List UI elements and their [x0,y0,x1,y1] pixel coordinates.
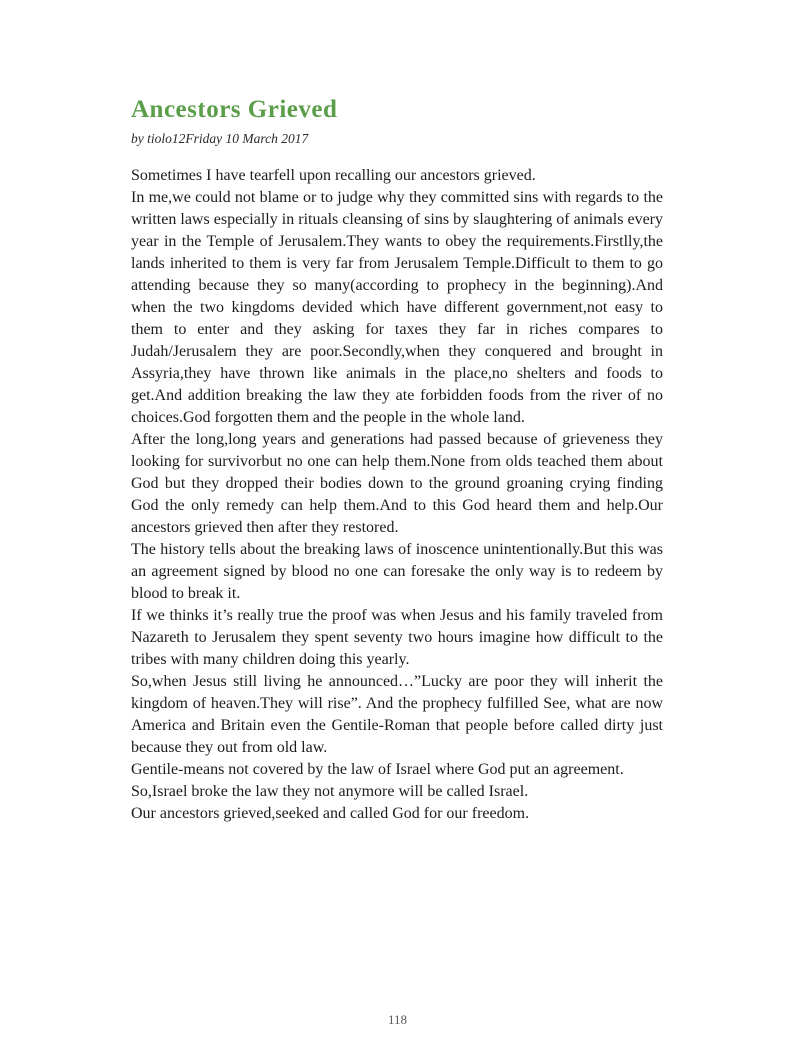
paragraph: Sometimes I have tearfell upon recalling our ancestors grieved. [131,167,536,184]
paragraph: So,Israel broke the law they not anymore will be called Israel. [131,783,529,800]
page-number: 118 [387,1012,408,1027]
article-byline: by tiolo12Friday 10 March 2017 [131,131,309,146]
paragraph: If we thinks it’s really true the proof was when Jesus and his family traveled from Nazareth to Jerusalem they spent seventy two hours imagine how difficult to the tribes with many children doing this yearly. [131,607,663,668]
paragraph: In me,we could not blame or to judge why they committed sins with regards to the written laws especially in rituals cleansing of sins by slaughtering of animals every year in the Temple of Jerusalem.They wants to obey the requirements.Firstlly,the lands inherited to them is very far from Jerusalem Temple.Difficult to them to go attending because they so many(according to prophecy in the beginning).And when the two kingdoms devided which have different government,not easy to them to enter and they asking for taxes they far in riches compares to Judah/Jerusalem they are poor.Secondly,when they conquered and brought in Assyria,they have thrown like animals in the place,no shelters and foods to get.And addition breaking the law they ate forbidden foods from the river of no choices.God forgotten them and the people in the whole land. [131,189,663,426]
paragraph: The history tells about the breaking laws of inoscence unintentionally.But this was an agreement signed by blood no one can foresake the only way is to redeem by blood to break it. [131,541,663,602]
paragraph: Our ancestors grieved,seeked and called God for our freedom. [131,805,530,822]
article-body [131,165,663,825]
article-title: Ancestors Grieved [131,96,338,123]
article-content [131,0,663,825]
paragraph: So,when Jesus still living he announced…”Lucky are poor they will inherit the kingdom of heaven.They will rise”. And the prophecy fulfilled See, what are now America and Britain even the Gentile-Roman that people before called dirty just because they out from old law. [131,673,663,756]
paragraph: After the long,long years and generations had passed because of grieveness they looking for survivorbut no one can help them.None from olds teached them about God but they dropped their bodies down to the ground groaning crying finding God the only remedy can help them.And to this God heard them and help.Our ancestors grieved then after they restored. [131,431,663,536]
paragraph: Gentile-means not covered by the law of Israel where God put an agreement. [131,761,624,778]
